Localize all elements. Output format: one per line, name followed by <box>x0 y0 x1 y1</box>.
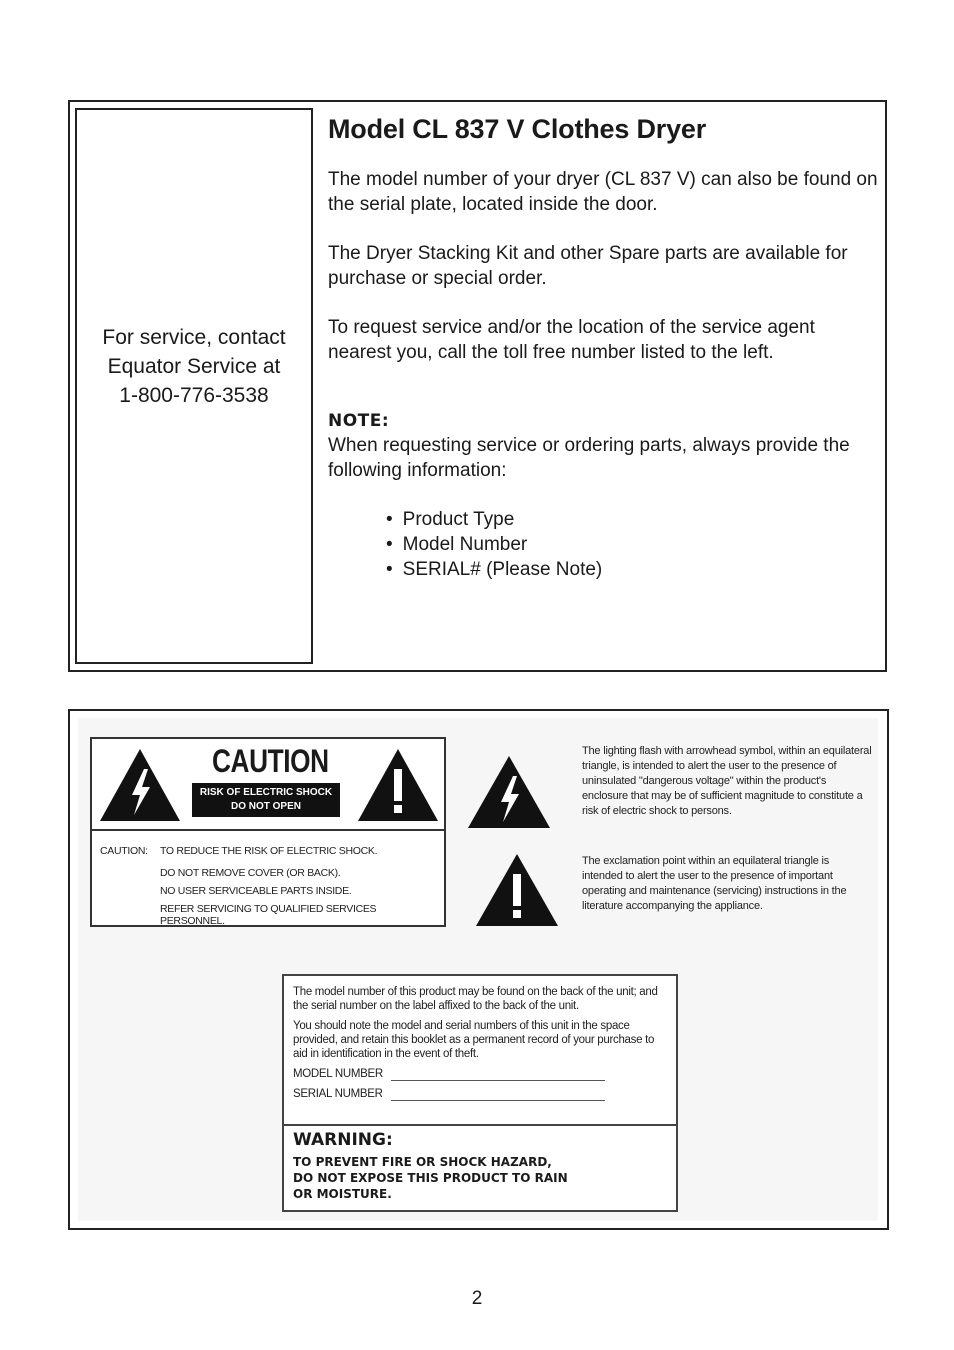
safety-label-box <box>68 709 889 1230</box>
serial-number-field: SERIAL NUMBER <box>293 1087 671 1101</box>
note-body: When requesting service or ordering parts, always provide the following information: <box>328 435 850 481</box>
lightning-warning-icon <box>98 747 182 823</box>
paragraph-spare-parts: The Dryer Stacking Kit and other Spare parts are available for purchase or special order. <box>328 243 848 289</box>
caution-prefix: CAUTION: <box>100 845 148 857</box>
service-info-box <box>68 100 887 672</box>
exclamation-symbol-icon <box>474 852 560 928</box>
warning-text: TO PREVENT FIRE OR SHOCK HAZARD, DO NOT EXPOSE THIS PRODUCT TO RAIN OR MOISTURE. <box>293 1155 568 1201</box>
caution-item: REFER SERVICING TO QUALIFIED SERVICES PERSONNEL. <box>160 903 377 927</box>
service-phone: 1-800-776-3538 <box>119 383 269 407</box>
lightning-symbol-icon <box>466 754 552 830</box>
service-line-1: For service, contact <box>102 325 286 349</box>
caution-item: DO NOT REMOVE COVER (OR BACK). <box>160 867 341 879</box>
caution-label <box>90 737 446 927</box>
page-title: Model CL 837 V Clothes Dryer <box>328 114 707 144</box>
safety-label-scan <box>78 718 878 1221</box>
paragraph-model-number: The model number of your dryer (CL 837 V) can also be found on the serial plate, located inside the door. <box>328 169 878 215</box>
warning-section <box>284 1124 676 1212</box>
paragraph-request-service: To request service and/or the location of the service agent nearest you, call the toll free number listed to the left. <box>328 317 815 363</box>
list-item: • SERIAL# (Please Note) <box>386 557 878 582</box>
lightning-symbol-description: The lighting flash with arrowhead symbol, within an equilateral triangle, is intended to alert the user to the presence of uninsulated "dangerous voltage" within the product's enclosure that may be of sufficient magnitude to constitute a risk of electric shock to persons. <box>582 745 872 817</box>
list-item: • Product Type <box>386 507 878 532</box>
model-info-column <box>328 114 878 582</box>
note-label: NOTE: <box>328 411 390 431</box>
caution-instructions <box>100 842 410 927</box>
exclamation-symbol-description: The exclamation point within an equilateral triangle is intended to alert the user to the presence of important operating and maintenance (servicing) instructions in the literature accompanying the appliance. <box>582 855 847 912</box>
model-number-field: MODEL NUMBER <box>293 1067 671 1081</box>
caution-item: NO USER SERVICEABLE PARTS INSIDE. <box>160 885 352 897</box>
caution-item: TO REDUCE THE RISK OF ELECTRIC SHOCK. <box>160 845 378 857</box>
model-location-text: The model number of this product may be found on the back of the unit; and the serial number on the label affixed to the back of the unit. <box>293 986 658 1012</box>
model-serial-label <box>282 974 678 1212</box>
list-item: • Model Number <box>386 532 878 557</box>
required-info-list <box>328 507 878 582</box>
service-contact-text <box>102 323 285 410</box>
service-line-2: Equator Service at <box>107 354 281 378</box>
risk-of-shock-badge: RISK OF ELECTRIC SHOCK DO NOT OPEN <box>192 783 340 817</box>
exclamation-warning-icon <box>356 747 440 823</box>
caution-heading: CAUTION <box>212 743 329 779</box>
warning-heading: WARNING: <box>293 1130 393 1150</box>
page-number: 2 <box>471 1288 483 1309</box>
record-keeping-text: You should note the model and serial numbers of this unit in the space provided, and retain this booklet as a permanent record of your purchase to aid in identification in the event of theft. <box>293 1020 655 1060</box>
service-contact-box <box>75 108 313 664</box>
